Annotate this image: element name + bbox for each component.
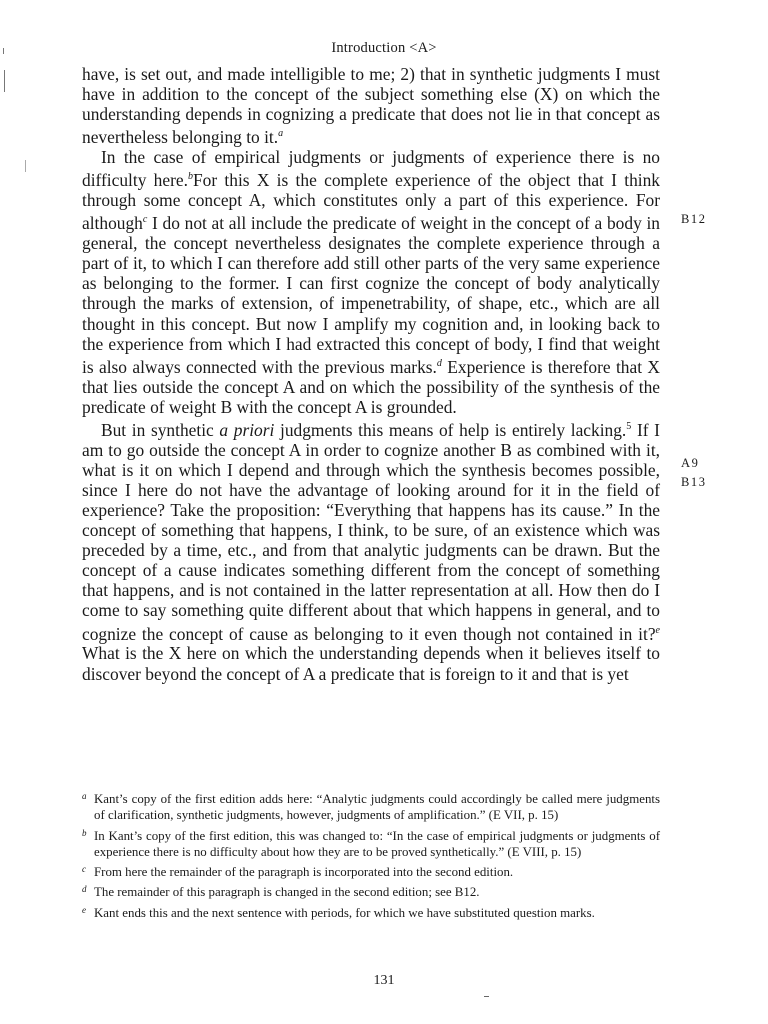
note-mark: 5	[626, 420, 632, 432]
paragraph-text: What is the X here on which the understanding depends when it believes itself to discover beyond the concept of A a predicate that is foreign to it and that is yet	[82, 643, 660, 684]
footnote-mark: e	[82, 904, 86, 915]
paragraph-empirical-judgments	[82, 147, 660, 417]
footnote-text: Kant’s copy of the first edition adds here: “Analytic judgments could accordingly be called mere judgments of clarification, synthetic judgments, however, judgments of amplification.” (E VII, p. 15)	[94, 792, 660, 823]
footnote-mark: b	[82, 827, 87, 838]
note-mark: a	[278, 128, 284, 140]
footnote-e	[82, 902, 660, 921]
paragraph-text: If I am to go outside the concept A in order to cognize another B as combined with it, what is it on which I depend and through which the synthesis becomes possible, since I here do not have the advantage of looking around for it in the field of experience? Take the proposition: “Everything that happens has its cause.” In the concept of something that happens, I think, to be sure, of an existence which was preceded by a time, etc., and from that analytic judgments can be drawn. But the concept of a cause indicates something different from the concept of something that happens, and is not contained in the latter representation at all. How then do I come to say something quite different about that which happens in general, and to cognize the concept of cause as belonging to it even though not contained in it?	[82, 419, 660, 644]
paragraph-text: But in synthetic	[101, 419, 214, 440]
margin-ref-b12: B12	[681, 212, 707, 226]
running-head: Introduction <A>	[331, 40, 437, 56]
footnote-text: Kant ends this and the next sentence with periods, for which we have substituted question marks.	[94, 905, 595, 920]
scan-artifact	[3, 48, 4, 54]
main-text	[82, 64, 660, 684]
page-number: 131	[373, 973, 395, 988]
paragraph-text: judgments this means of help is entirely lacking.	[280, 419, 627, 440]
note-mark: c	[142, 214, 148, 226]
note-mark: d	[436, 357, 442, 369]
italic-term: a priori	[219, 419, 275, 440]
margin-ref-a9: A9	[681, 456, 700, 470]
scan-artifact	[484, 996, 489, 997]
footnotes	[82, 788, 660, 922]
note-mark: b	[187, 171, 193, 183]
scan-artifact	[4, 70, 5, 92]
footnote-c	[82, 861, 660, 880]
paragraph-text: have, is set out, and made intelligible to me; 2) that in synthetic judgments I must have in addition to the concept of the subject something else (X) on which the understanding depends in cognizing a predicate that does not lie in that concept as nevertheless belonging to it.	[82, 64, 660, 148]
footnote-a	[82, 788, 660, 824]
footnote-d	[82, 881, 660, 900]
paragraph-text: For this X is the complete experience of the object that I think through some concept A, which constitutes only a part of this experience. For although	[82, 170, 660, 234]
scan-artifact	[25, 160, 26, 172]
paragraph-text: In the case of empirical judgments or judgments of experience there is no difficulty here.	[82, 147, 660, 191]
footnote-b	[82, 825, 660, 861]
margin-ref-b13: B13	[681, 475, 707, 489]
footnote-text: The remainder of this paragraph is changed in the second edition; see B12.	[94, 885, 480, 900]
paragraph-continuation	[82, 64, 660, 147]
paragraph-text: I do not at all include the predicate of weight in the concept of a body in general, the concept nevertheless designates the complete experience through a part of it, to which I can therefore add still other parts of the very same experience as belonging to the former. I can first cognize the concept of body analytically through the marks of extension, of impenetrability, of shape, etc., which are all thought in this concept. But now I amplify my cognition and, in looking back to the experience from which I had extracted this concept of body, I find that weight is also always connected with the previous marks.	[82, 213, 660, 377]
paragraph-synthetic-a-priori	[82, 417, 660, 684]
footnote-mark: a	[82, 791, 87, 801]
footnote-text: In Kant’s copy of the first edition, this was changed to: “In the case of empirical judgments or judgments of experience there is no difficulty about how they are to be proved synthetically.” (E VIII, p. 15)	[94, 828, 660, 859]
paragraph-text: Experience is therefore that X that lies outside the concept A and on which the possibility of the synthesis of the predicate of weight B with the concept A is grounded.	[82, 356, 660, 417]
note-mark: e	[655, 624, 660, 636]
footnote-mark: c	[82, 864, 86, 875]
footnote-text: From here the remainder of the paragraph is incorporated into the second edition.	[94, 865, 514, 880]
footnote-mark: d	[82, 884, 87, 895]
